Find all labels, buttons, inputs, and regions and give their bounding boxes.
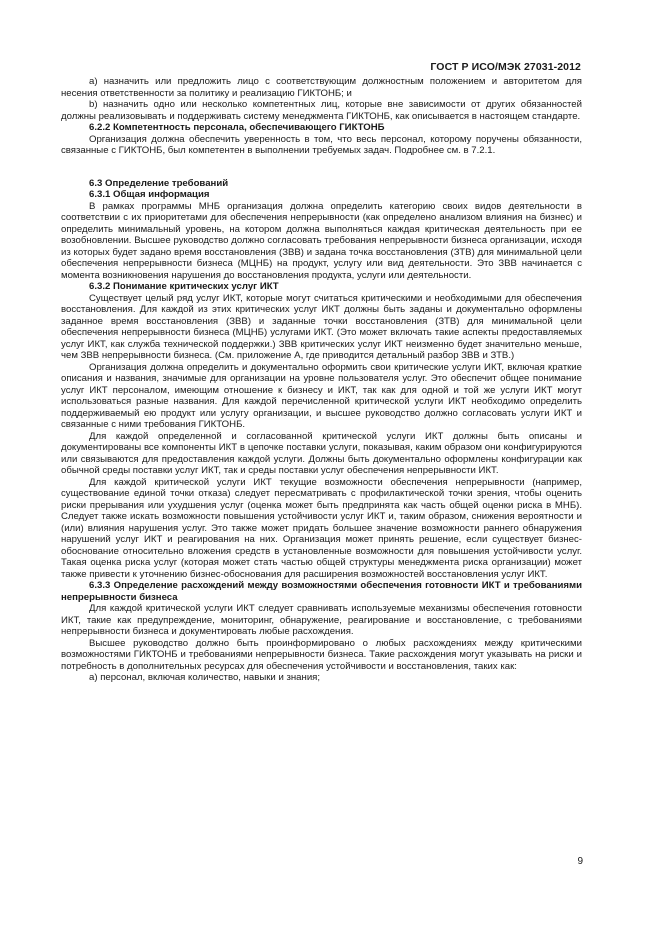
list-item-a: а) назначить или предложить лицо с соответствующим должностным положением и авторитетом для несения ответственности за политику и реализацию ГИКТОНБ; и [61,76,582,99]
list-item-a: а) персонал, включая количество, навыки и знания; [89,672,321,683]
page-content [61,76,582,684]
section-paragraph: Для каждой определенной и согласованной критической услуги ИКТ должны быть описаны и документированы все компоненты ИКТ в цепочке поставки услуги, показывая, каким образом они конфигурируются или связываются для предоставления каждой услуги. Должны быть документально оформлены конфигурации как обычной среды поставки услуг ИКТ, так и среды поставки услуг обеспечения непрерывности ИКТ. [61,430,582,476]
section-heading-6-2-2: 6.2.2 Компетентность персонала, обеспечивающего ГИКТОНБ [89,122,385,133]
section-paragraph: Для каждой критической услуги ИКТ текущие возможности обеспечения непрерывности (например, существование единой точки отказа) следует пересматривать с профилактической точки зрения, чтобы оценить риски прерывания или ухудшения услуг (оценка может быть предпринята как часть общей оценки риска в МНБ). Следует также искать возможности повышения устойчивости услуг ИКТ и, таким образом, снижения вероятности и (или) влияния нарушения услуг. Это также может придать большее значение возможности раннего обнаружения нарушений услуг ИКТ и реагирования на них. Организация может принять решение, если существует бизнес-обоснование относительно вложения средств в установленные возможности для повышения устойчивости услуг. Такая оценка риска услуг (которая может стать частью общей структуры менеджмента риска организации) может также привести к уточнению бизнес-обоснования для расширения возможностей восстановления услуг ИКТ. [61,476,582,580]
section-paragraph: Для каждой критической услуги ИКТ следует сравнивать используемые механизмы обеспечения готовности ИКТ, такие как предупреждение, мониторинг, обнаружение, реагирование и восстановление, с требованиями непрерывности бизнеса и документировать любые расхождения. [61,603,582,637]
section-paragraph: Существует целый ряд услуг ИКТ, которые могут считаться критическими и необходимыми для обеспечения восстановления. Для каждой из этих критических услуг ИКТ должны быть заданы и документально оформлены заданное время восстановления (ЗВВ) и заданные точки восстановления (ЗТВ) для минимальной цели обеспечения непрерывности бизнеса (МЦНБ) услугами ИКТ. (Это может включать такие аспекты предоставляемых услуг ИКТ, как служба технической поддержки.) ЗВВ критических услуг ИКТ неизменно будет значительно меньше, чем ЗВВ непрерывности бизнеса. (См. приложение А, где приводится детальный разбор ЗВВ и ЗТВ.) [61,292,582,361]
section-heading-6-3-1: 6.3.1 Общая информация [89,189,210,200]
section-paragraph: Высшее руководство должно быть проинформировано о любых расхождениях между критическими возможностями ГИКТОНБ и требованиями непрерывности бизнеса. Такие расхождения могут указывать на риски и потребность в дополнительных ресурсах для обеспечения устойчивости и восстановления, таких как: [61,637,582,672]
list-item-b: b) назначить одно или несколько компетентных лиц, которые вне зависимости от других обязанностей должны реализовывать и поддерживать систему менеджмента ГИКТОНБ, как описывается в настоящем стандарте. [61,99,582,122]
section-paragraph: Организация должна определить и документально оформить свои критические услуги ИКТ, включая краткие описания и названия, значимые для организации на уровне пользователя услуг. Это обеспечит общее понимание услуг ИКТ персоналом, имеющим отношение к бизнесу и ИКТ, так как для одной и той же услуги ИКТ могут использоваться разные названия. Для каждой перечисленной критической услуги ИКТ необходимо определить поддерживаемый ею продукт или услугу организации, и высшее руководство должно согласовать услуги ИКТ и связанные с ними требования ГИКТОНБ. [61,361,582,430]
section-heading-6-3-3: 6.3.3 Определение расхождений между возможностями обеспечения готовности ИКТ и требованиями непрерывности бизнеса [61,580,582,603]
section-heading-6-3-2: 6.3.2 Понимание критических услуг ИКТ [89,281,279,292]
section-text-6-3-1: В рамках программы МНБ организация должна определить категорию своих видов деятельности в соответствии с их приоритетами для обеспечения непрерывности (как определено анализом влияния на бизнес) и определить минимальный уровень, на котором должна выполняться каждая критическая деятельность при ее возобновлении. Высшее руководство должно согласовать требования непрерывности бизнеса организации, исходя из которых будет задано время восстановления (ЗВВ) и задана точка восстановления (ЗТВ) для минимальной цели обеспечения непрерывности бизнеса (МЦНБ) на продукт, услугу или вид деятельности. Это ЗВВ начинается с момента возникновения нарушения до восстановления продукта, услуги или деятельности. [61,200,582,281]
standard-header: ГОСТ Р ИСО/МЭК 27031-2012 [430,61,581,73]
page-number: 9 [577,856,583,867]
section-heading-6-3: 6.3 Определение требований [89,177,229,189]
section-text-6-2-2: Организация должна обеспечить уверенность в том, что весь персонал, которому поручены обязанности, связанные с ГИКТОНБ, был компетентен в выполнении требуемых задач. Подробнее см. в 7.2.1. [61,133,582,156]
